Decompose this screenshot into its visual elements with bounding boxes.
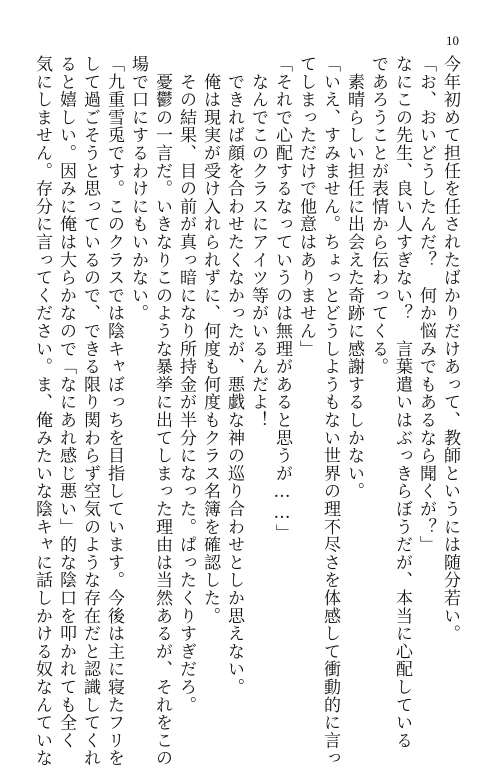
page-number: 10: [446, 33, 459, 48]
text-line: 「それで心配するなっていうのは無理があると思うが……」: [272, 55, 292, 542]
text-line: 「お、おいどうしたんだ？ 何か悩みでもあるなら聞くが？」: [416, 55, 436, 554]
text-line: なにこの先生、良い人すぎない？ 言葉遣いはぶっきらぼうだが、本当に心配している: [392, 55, 412, 750]
text-line: ると嬉しい。因みに俺は大らかなので「なにあれ感じ悪い」的な陰口を叩かれても全く: [56, 55, 76, 750]
body-text: [32, 55, 462, 767]
text-line: 気にしません。存分に言ってください。ま、俺みたいな陰キャに話しかける奴なんていな: [32, 55, 52, 767]
text-line: 今年初めて担任を任されたばかりだけあって、教師というには随分若い。: [440, 55, 460, 643]
text-line: して過ごそうと思っているので、できる限り関わらず空気のような存在だと認識してくれ: [80, 55, 100, 767]
text-line: であろうことが表情から伝わってくる。: [368, 55, 388, 376]
text-line: 俺は現実が受け入れられずに、何度も何度もクラス名簿を確認した。: [200, 55, 220, 625]
text-line: なんでこのクラスにアイツ等がいるんだよ！: [248, 55, 268, 429]
text-line: 憂鬱の一言だ。いきなりこのような暴挙に出てしまった理由は当然あるが、それをこの: [152, 55, 172, 767]
text-line: てしまっただけで他意はありません」: [296, 55, 316, 358]
text-line: その結果、目の前が真っ暗になり所持金が半分になった。ぱったくりすぎだろ。: [176, 55, 196, 714]
text-line: 素晴らしい担任に出会えた奇跡に感謝するしかない。: [344, 55, 364, 500]
text-line: 「九重雪兎です。このクラスでは陰キャぼっちを目指しています。今後は主に寝たフリを: [104, 55, 124, 767]
text-line: できれば顔を合わせたくなかったが、悪戯な神の巡り合わせとしか思えない。: [224, 55, 244, 696]
text-line: 「いえ、すみません。ちょっとどうしようもない世界の理不尽さを体感して衝動的に言っ: [320, 55, 340, 767]
text-line: 場で口にするわけにもいかない。: [128, 55, 148, 322]
